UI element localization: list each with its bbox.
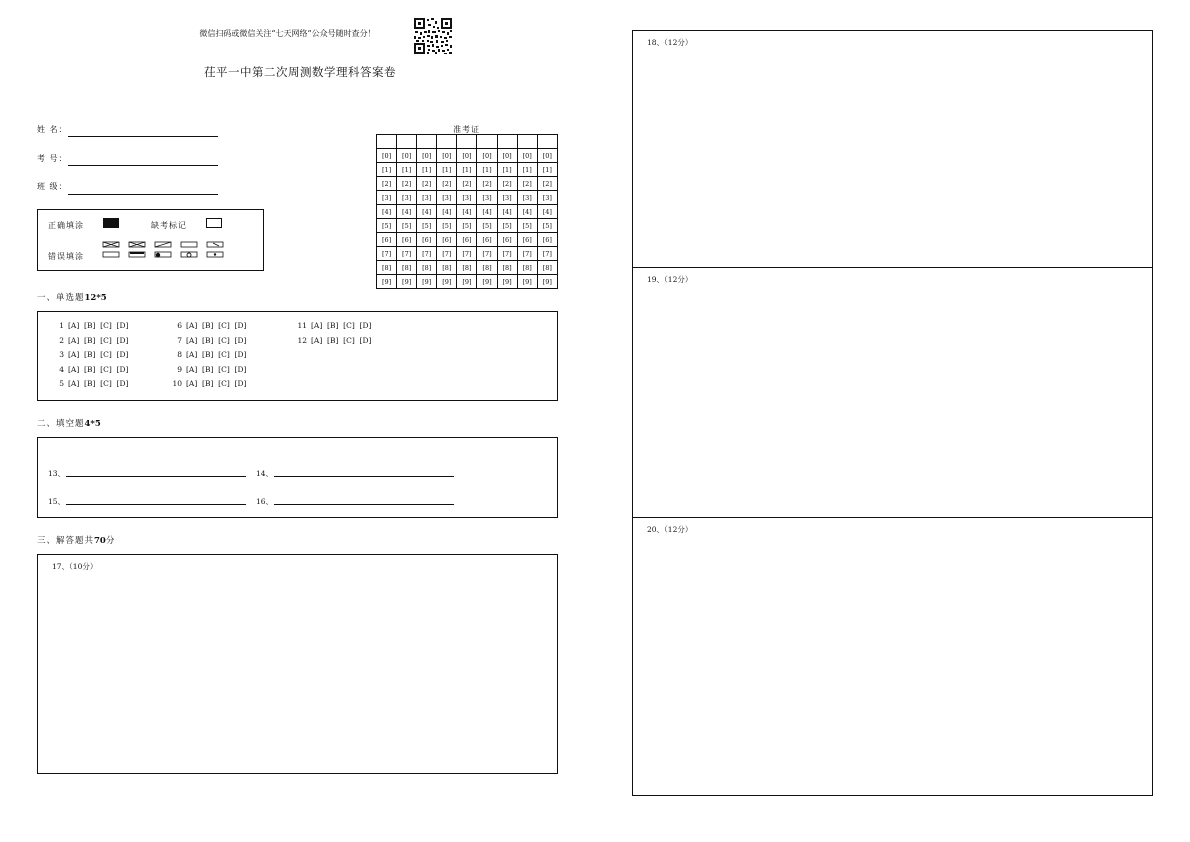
question-18-label: 18、（12分） — [647, 38, 693, 47]
exam-number-title: 准考证 — [453, 125, 480, 134]
exam-digit-bubble[interactable]: [4] — [377, 205, 397, 219]
exam-digit-bubble[interactable]: [7] — [417, 247, 437, 261]
qr-code-icon — [413, 17, 453, 55]
exam-digit-bubble[interactable]: [1] — [437, 163, 457, 177]
page-title: 茌平一中第二次周测数学理科答案卷 — [204, 65, 396, 79]
exam-digit-bubble[interactable]: [8] — [517, 261, 537, 275]
exam-digit-bubble[interactable]: [3] — [417, 191, 437, 205]
exam-digit-bubble[interactable]: [9] — [497, 275, 517, 289]
section2-heading: 二、填空题4*5 — [37, 419, 101, 429]
scan-notice: 微信扫码或微信关注“七天网络”公众号随时查分！ — [199, 29, 376, 38]
exam-number-grid — [376, 134, 558, 289]
wrong-fill-label: 错误填涂 — [48, 252, 84, 261]
exam-number-write-cell[interactable] — [417, 135, 437, 149]
exam-digit-bubble[interactable]: [3] — [497, 191, 517, 205]
mc-option-bubbles[interactable]: [A] [B] [C] [D] — [68, 350, 129, 360]
exam-digit-bubble[interactable]: [3] — [537, 191, 557, 205]
mc-option-bubbles[interactable]: [A] [B] [C] [D] — [186, 321, 247, 330]
exam-digit-bubble[interactable]: [7] — [437, 247, 457, 261]
blank-16-label: 16、 — [256, 497, 274, 506]
exam-digit-bubble[interactable]: [4] — [497, 205, 517, 219]
name-field[interactable] — [68, 136, 218, 137]
mc-question-3 — [50, 350, 128, 359]
exam-digit-bubble[interactable]: [1] — [417, 163, 437, 177]
exam-digit-bubble[interactable]: [1] — [497, 163, 517, 177]
blank-13-label: 13、 — [48, 469, 66, 478]
exam-digit-bubble[interactable]: [5] — [437, 219, 457, 233]
section1-heading: 一、单选题12*5 — [37, 293, 107, 303]
mc-option-bubbles[interactable]: [A] [B] [C] [D] — [68, 321, 129, 330]
mc-question-number: 8 — [177, 350, 182, 360]
blank-14-label: 14、 — [256, 469, 274, 478]
mc-option-bubbles[interactable]: [A] [B] [C] [D] — [68, 364, 129, 374]
mc-question-number: 12 — [297, 335, 307, 345]
exam-digit-bubble[interactable]: [2] — [517, 177, 537, 191]
exam-digit-bubble[interactable]: [7] — [377, 247, 397, 261]
mc-question-6 — [168, 321, 246, 330]
exam-digit-bubble[interactable]: [0] — [517, 149, 537, 163]
exam-digit-bubble[interactable]: [7] — [477, 247, 497, 261]
mc-question-12 — [293, 336, 371, 345]
mc-question-number: 2 — [59, 335, 64, 345]
exam-digit-bubble[interactable]: [9] — [457, 275, 477, 289]
exam-digit-bubble[interactable]: [1] — [377, 163, 397, 177]
right-answer-column — [632, 30, 1153, 796]
mc-question-7 — [168, 336, 246, 345]
mc-question-number: 11 — [297, 321, 307, 330]
exam-digit-bubble[interactable]: [4] — [537, 205, 557, 219]
exam-digit-bubble[interactable]: [0] — [477, 149, 497, 163]
exam-digit-bubble[interactable]: [5] — [517, 219, 537, 233]
exam-digit-bubble[interactable]: [8] — [437, 261, 457, 275]
question-19-label: 19、（12分） — [647, 275, 693, 284]
id-label: 考 号： — [37, 154, 68, 163]
question-20-label: 20、（12分） — [647, 525, 693, 534]
exam-number-write-cell[interactable] — [377, 135, 397, 149]
answer-box-18[interactable] — [633, 31, 1152, 267]
exam-digit-bubble[interactable]: [9] — [437, 275, 457, 289]
exam-digit-bubble[interactable]: [5] — [397, 219, 417, 233]
exam-digit-bubble[interactable]: [9] — [517, 275, 537, 289]
blank-15-label: 15、 — [48, 497, 66, 506]
mc-question-number: 6 — [177, 321, 182, 330]
mc-question-10 — [168, 379, 246, 388]
blank-14-line[interactable] — [274, 476, 454, 477]
exam-digit-bubble[interactable]: [7] — [537, 247, 557, 261]
exam-number-write-cell[interactable] — [397, 135, 417, 149]
mc-question-5 — [50, 379, 128, 388]
exam-digit-bubble[interactable]: [2] — [497, 177, 517, 191]
exam-digit-bubble[interactable]: [7] — [517, 247, 537, 261]
mc-question-number: 7 — [177, 335, 182, 345]
exam-digit-bubble[interactable]: [5] — [377, 219, 397, 233]
exam-digit-bubble[interactable]: [8] — [377, 261, 397, 275]
exam-digit-bubble[interactable]: [2] — [437, 177, 457, 191]
exam-digit-bubble[interactable]: [8] — [397, 261, 417, 275]
exam-digit-bubble[interactable]: [2] — [537, 177, 557, 191]
multiple-choice-area — [37, 311, 558, 401]
correct-fill-label: 正确填涂 — [48, 221, 84, 230]
exam-digit-bubble[interactable]: [6] — [497, 233, 517, 247]
blank-16-line[interactable] — [274, 504, 454, 505]
mc-question-1 — [50, 321, 128, 330]
exam-digit-bubble[interactable]: [5] — [477, 219, 497, 233]
exam-digit-bubble[interactable]: [5] — [457, 219, 477, 233]
exam-digit-bubble[interactable]: [8] — [497, 261, 517, 275]
mc-option-bubbles[interactable]: [A] [B] [C] [D] — [186, 335, 247, 345]
exam-digit-bubble[interactable]: [6] — [517, 233, 537, 247]
exam-digit-bubble[interactable]: [9] — [397, 275, 417, 289]
exam-digit-bubble[interactable]: [3] — [377, 191, 397, 205]
exam-digit-bubble[interactable]: [3] — [517, 191, 537, 205]
answer-box-19[interactable] — [633, 268, 1152, 517]
absent-mark-box[interactable] — [206, 218, 222, 228]
exam-digit-bubble[interactable]: [4] — [477, 205, 497, 219]
exam-digit-bubble[interactable]: [6] — [437, 233, 457, 247]
correct-fill-sample — [103, 218, 119, 228]
mc-question-number: 4 — [59, 364, 64, 374]
exam-digit-bubble[interactable]: [3] — [457, 191, 477, 205]
exam-digit-bubble[interactable]: [1] — [477, 163, 497, 177]
mc-option-bubbles[interactable]: [A] [B] [C] [D] — [68, 335, 129, 345]
class-label: 班 级： — [37, 182, 68, 191]
mc-option-bubbles[interactable]: [A] [B] [C] [D] — [186, 364, 247, 374]
exam-digit-bubble[interactable]: [0] — [457, 149, 477, 163]
exam-digit-bubble[interactable]: [4] — [457, 205, 477, 219]
question-17-label: 17、（10分） — [52, 562, 98, 571]
absent-mark-label: 缺考标记 — [151, 221, 187, 230]
mc-question-9 — [168, 365, 246, 374]
mc-option-bubbles[interactable]: [A] [B] [C] [D] — [311, 335, 372, 345]
exam-digit-bubble[interactable]: [1] — [517, 163, 537, 177]
exam-digit-bubble[interactable]: [1] — [397, 163, 417, 177]
mc-option-bubbles[interactable]: [A] [B] [C] [D] — [186, 350, 247, 360]
mc-question-number: 9 — [177, 364, 182, 374]
mc-question-2 — [50, 336, 128, 345]
mc-option-bubbles[interactable]: [A] [B] [C] [D] — [311, 321, 372, 330]
exam-digit-bubble[interactable]: [1] — [457, 163, 477, 177]
id-field[interactable] — [68, 165, 218, 166]
exam-number-write-cell[interactable] — [537, 135, 557, 149]
exam-digit-bubble[interactable]: [6] — [417, 233, 437, 247]
exam-digit-bubble[interactable]: [1] — [537, 163, 557, 177]
exam-digit-bubble[interactable]: [6] — [377, 233, 397, 247]
exam-digit-bubble[interactable]: [0] — [497, 149, 517, 163]
section3-heading: 三、解答题共70分 — [37, 536, 116, 546]
exam-digit-bubble[interactable]: [2] — [477, 177, 497, 191]
exam-digit-bubble[interactable]: [2] — [397, 177, 417, 191]
name-label: 姓 名： — [37, 125, 68, 134]
exam-digit-bubble[interactable]: [7] — [397, 247, 417, 261]
blank-15-line[interactable] — [66, 504, 246, 505]
exam-number-write-cell[interactable] — [477, 135, 497, 149]
exam-digit-bubble[interactable]: [6] — [477, 233, 497, 247]
exam-digit-bubble[interactable]: [4] — [397, 205, 417, 219]
exam-digit-bubble[interactable]: [9] — [417, 275, 437, 289]
exam-digit-bubble[interactable]: [8] — [537, 261, 557, 275]
exam-digit-bubble[interactable]: [5] — [417, 219, 437, 233]
exam-digit-bubble[interactable]: [7] — [497, 247, 517, 261]
exam-digit-bubble[interactable]: [5] — [497, 219, 517, 233]
exam-digit-bubble[interactable]: [6] — [397, 233, 417, 247]
class-field[interactable] — [68, 194, 218, 195]
exam-digit-bubble[interactable]: [6] — [457, 233, 477, 247]
blank-13-line[interactable] — [66, 476, 246, 477]
mc-question-11 — [293, 321, 371, 330]
exam-digit-bubble[interactable]: [3] — [397, 191, 417, 205]
mc-question-4 — [50, 365, 128, 374]
fill-blank-area — [37, 437, 558, 518]
mc-question-8 — [168, 350, 246, 359]
exam-digit-bubble[interactable]: [0] — [377, 149, 397, 163]
exam-number-write-cell[interactable] — [437, 135, 457, 149]
exam-digit-bubble[interactable]: [9] — [377, 275, 397, 289]
exam-digit-bubble[interactable]: [8] — [457, 261, 477, 275]
exam-digit-bubble[interactable]: [9] — [477, 275, 497, 289]
exam-digit-bubble[interactable]: [8] — [477, 261, 497, 275]
mc-question-number: 3 — [59, 350, 64, 360]
exam-number-write-cell[interactable] — [497, 135, 517, 149]
wrong-fill-samples — [102, 241, 226, 259]
exam-digit-bubble[interactable]: [3] — [437, 191, 457, 205]
exam-digit-bubble[interactable]: [0] — [537, 149, 557, 163]
exam-digit-bubble[interactable]: [0] — [437, 149, 457, 163]
exam-number-write-cell[interactable] — [457, 135, 477, 149]
exam-digit-bubble[interactable]: [2] — [457, 177, 477, 191]
exam-digit-bubble[interactable]: [5] — [537, 219, 557, 233]
exam-digit-bubble[interactable]: [7] — [457, 247, 477, 261]
exam-number-write-cell[interactable] — [517, 135, 537, 149]
mc-question-number: 1 — [59, 321, 64, 330]
mc-option-bubbles[interactable]: [A] [B] [C] [D] — [186, 379, 247, 389]
exam-digit-bubble[interactable]: [6] — [537, 233, 557, 247]
exam-digit-bubble[interactable]: [2] — [377, 177, 397, 191]
exam-digit-bubble[interactable]: [0] — [417, 149, 437, 163]
answer-box-17[interactable] — [37, 554, 558, 774]
answer-box-20[interactable] — [633, 518, 1152, 796]
fill-legend — [37, 209, 264, 271]
exam-digit-bubble[interactable]: [9] — [537, 275, 557, 289]
mc-question-number: 5 — [59, 379, 64, 389]
exam-digit-bubble[interactable]: [4] — [517, 205, 537, 219]
exam-digit-bubble[interactable]: [2] — [417, 177, 437, 191]
exam-digit-bubble[interactable]: [8] — [417, 261, 437, 275]
exam-digit-bubble[interactable]: [4] — [417, 205, 437, 219]
mc-question-number: 10 — [172, 379, 182, 389]
exam-digit-bubble[interactable]: [4] — [437, 205, 457, 219]
mc-option-bubbles[interactable]: [A] [B] [C] [D] — [68, 379, 129, 389]
exam-digit-bubble[interactable]: [0] — [397, 149, 417, 163]
exam-digit-bubble[interactable]: [3] — [477, 191, 497, 205]
